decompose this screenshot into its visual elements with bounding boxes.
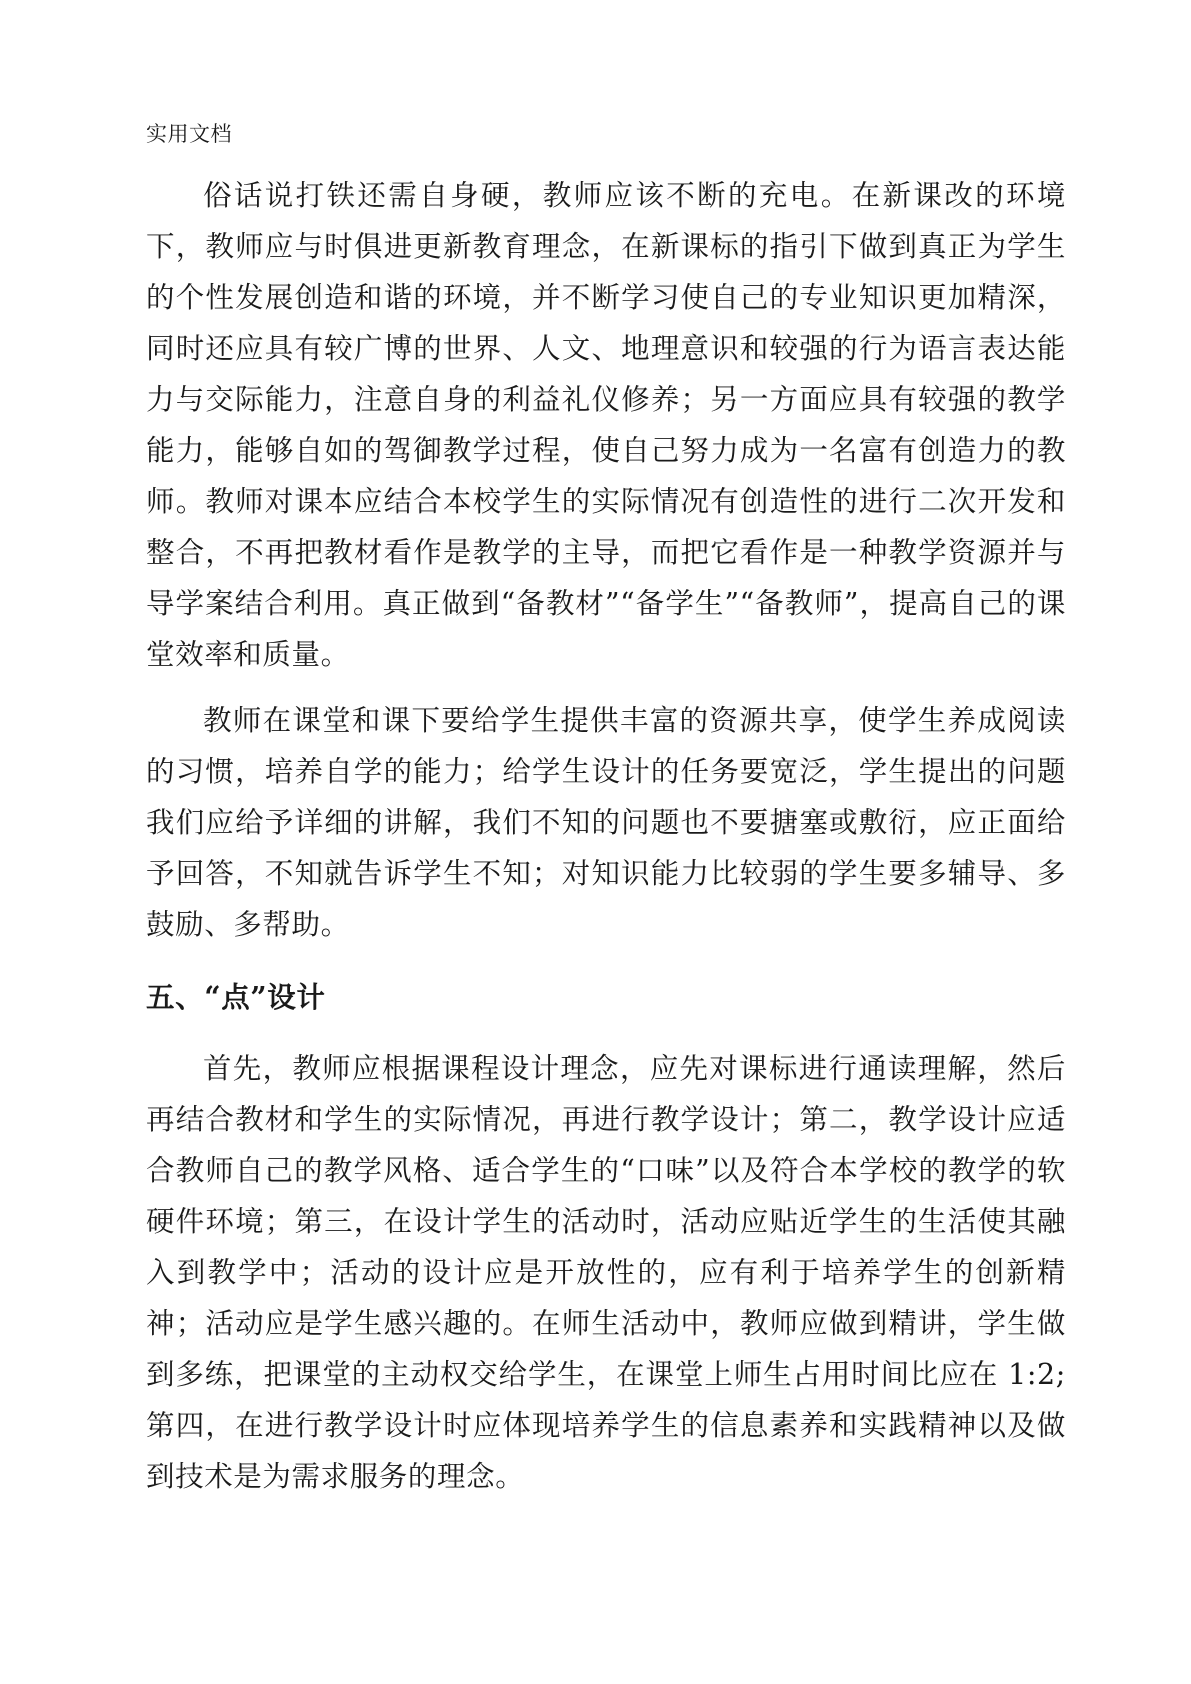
section-heading: 五、“点”设计 (146, 980, 326, 1014)
paragraph-resource-sharing: 教师在课堂和课下要给学生提供丰富的资源共享，使学生养成阅读的习惯，培养自学的能力；给学生设计的任务要宽泛，学生提出的问题我们应给予详细的讲解，我们不知的问题也不要搪塞或敷衍，应正面给予回答，不知就告诉学生不知；对知识能力比较弱的学生要多辅导、多鼓励、多帮助。 (146, 704, 1066, 941)
document-body (146, 170, 1066, 1502)
page-header: 实用文档 (146, 122, 232, 146)
paragraph-teacher-development: 俗话说打铁还需自身硬，教师应该不断的充电。在新课改的环境下，教师应与时俱进更新教育理念，在新课标的指引下做到真正为学生的个性发展创造和谐的环境，并不断学习使自己的专业知识更加精深，同时还应具有较广博的世界、人文、地理意识和较强的行为语言表达能力与交际能力，注意自身的利益礼仪修养；另一方面应具有较强的教学能力，能够自如的驾御教学过程，使自己努力成为一名富有创造力的教师。教师对课本应结合本校学生的实际情况有创造性的进行二次开发和整合，不再把教材看作是教学的主导，而把它看作是一种教学资源并与导学案结合利用。真正做到“备教材”“备学生”“备教师”，提高自己的课堂效率和质量。 (146, 179, 1066, 671)
paragraph-design: 首先，教师应根据课程设计理念，应先对课标进行通读理解，然后再结合教材和学生的实际情况，再进行教学设计；第二，教学设计应适合教师自己的教学风格、适合学生的“口味”以及符合本学校的教学的软硬件环境；第三，在设计学生的活动时，活动应贴近学生的生活使其融入到教学中；活动的设计应是开放性的，应有利于培养学生的创新精神；活动应是学生感兴趣的。在师生活动中，教师应做到精讲，学生做到多练，把课堂的主动权交给学生，在课堂上师生占用时间比应在 1:2;第四，在进行教学设计时应体现培养学生的信息素养和实践精神以及做到技术是为需求服务的理念。 (146, 1052, 1066, 1493)
